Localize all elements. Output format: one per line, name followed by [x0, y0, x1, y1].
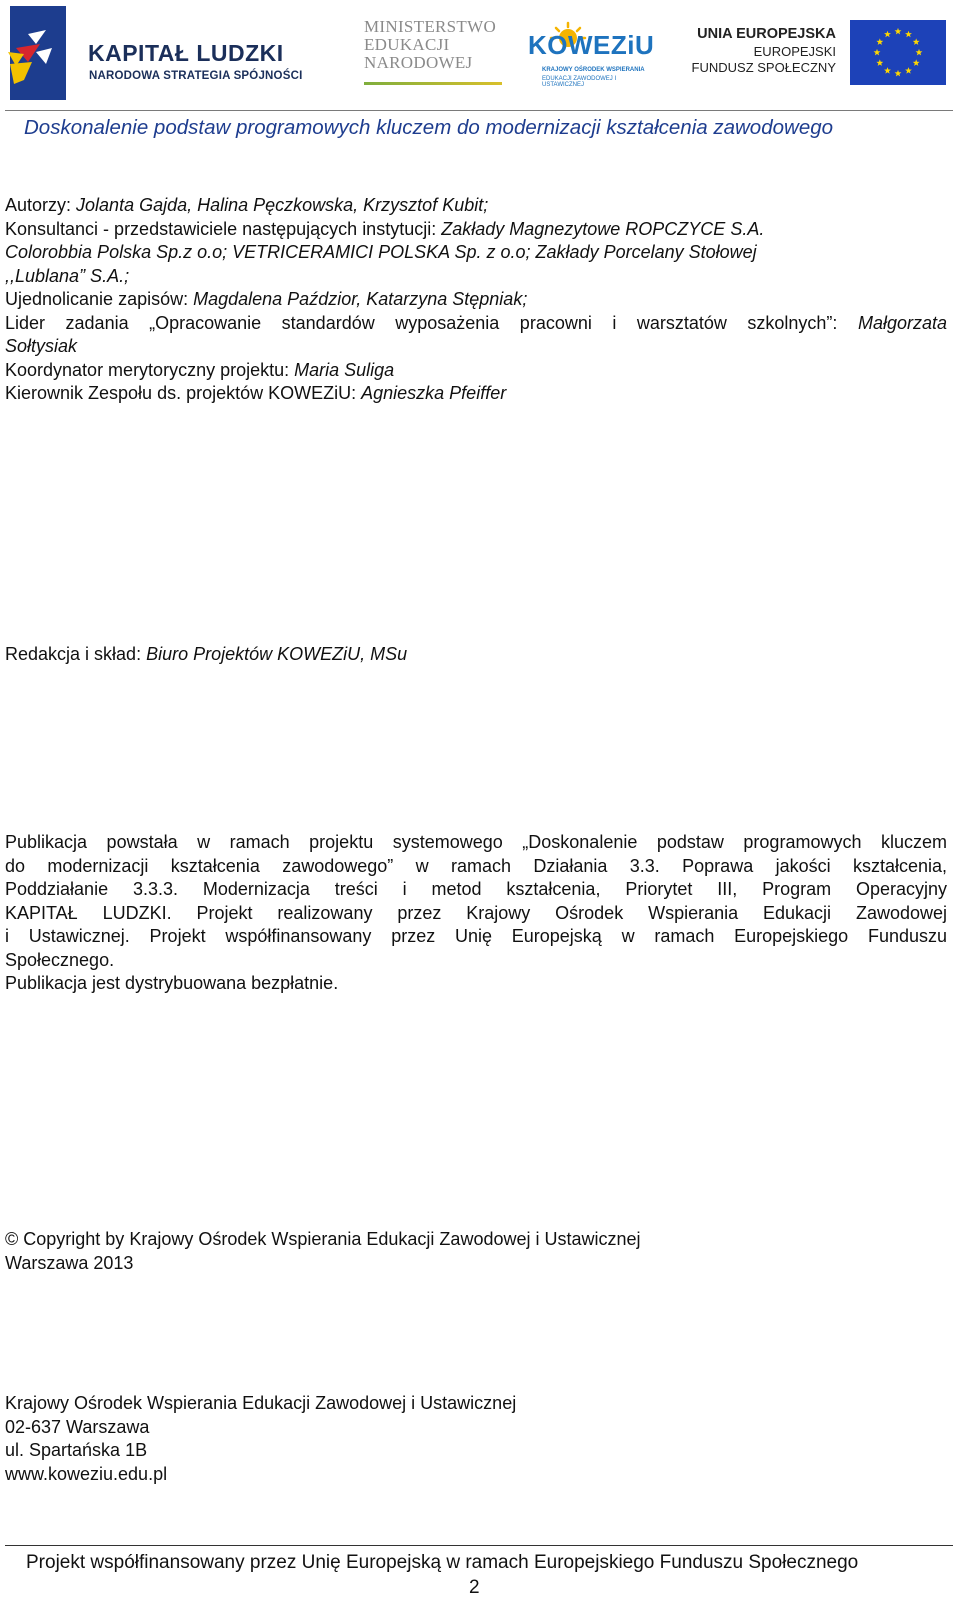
- copyright-line: © Copyright by Krajowy Ośrodek Wspierania Edukacji Zawodowej i Ustawicznej: [5, 1229, 641, 1249]
- consultants-value-3: ,,Lublana” S.A.;: [5, 265, 130, 286]
- eu-star-icon: [874, 49, 881, 56]
- eu-star-icon: [905, 67, 912, 74]
- logo-bar: [0, 0, 960, 112]
- ministerstwo-line2: EDUKACJI: [364, 35, 450, 54]
- editing-value: Biuro Projektów KOWEZiU, MSu: [146, 644, 408, 664]
- consultants-label: Konsultanci - przedstawiciele następujących instytucji:: [5, 218, 442, 239]
- ministerstwo-rule: [364, 82, 502, 85]
- koweziu-subtitle2: EDUKACJI ZAWODOWEJ I USTAWICZNEJ: [542, 76, 617, 88]
- consultants-value-1: Zakłady Magnezytowe ROPCZYCE S.A.: [441, 218, 765, 239]
- eu-star-icon: [916, 49, 923, 56]
- kapital-ludzki-title: KAPITAŁ LUDZKI: [88, 40, 284, 66]
- eu-star-icon: [895, 28, 902, 35]
- eu-line1: UNIA EUROPEJSKA: [697, 26, 836, 42]
- header-divider: [5, 110, 953, 111]
- leader-line: [5, 312, 947, 336]
- koweziu-logo: [528, 18, 658, 88]
- address-street: ul. Spartańska 1B: [5, 1440, 148, 1460]
- coordinator-label: Koordynator merytoryczny projektu:: [5, 359, 295, 380]
- eu-star-icon: [913, 38, 920, 45]
- address-institution: Krajowy Ośrodek Wspierania Edukacji Zawodowej i Ustawicznej: [5, 1393, 517, 1413]
- unification-label: Ujednolicanie zapisów:: [5, 289, 194, 309]
- manager-value: Agnieszka Pfeiffer: [361, 383, 507, 403]
- address-postal: 02-637 Warszawa: [5, 1416, 150, 1437]
- eu-flag-icon: [850, 20, 946, 85]
- eu-logo: [691, 18, 953, 88]
- eu-star-icon: [913, 59, 920, 66]
- eu-star-icon: [884, 67, 891, 74]
- consultants-line: [5, 218, 764, 242]
- coordinator-value: Maria Suliga: [294, 359, 395, 380]
- coordinator-line: [5, 359, 394, 383]
- ministerstwo-logo: [364, 18, 504, 88]
- address-website[interactable]: www.koweziu.edu.pl: [5, 1463, 168, 1484]
- eu-line2: EUROPEJSKI: [753, 44, 836, 59]
- publication-line-4: KAPITAŁ LUDZKI. Projekt realizowany przez Krajowy Ośrodek Wspierania Edukacji Zawodowej: [5, 902, 947, 923]
- manager-label: Kierownik Zespołu ds. projektów KOWEZiU:: [5, 383, 362, 403]
- publication-line-3: Poddziałanie 3.3.3. Modernizacja treści i metod kształcenia, Priorytet III, Program Operacyjny: [5, 879, 947, 899]
- publication-line-6: Społecznego.: [5, 949, 115, 970]
- unification-line: [5, 288, 527, 312]
- eu-star-icon: [905, 31, 912, 38]
- eu-star-icon: [876, 38, 883, 45]
- page-number: 2: [469, 1577, 480, 1598]
- ministerstwo-line3: NARODOWEJ: [364, 53, 473, 72]
- eu-star-icon: [884, 31, 891, 38]
- kapital-ludzki-subtitle: NARODOWA STRATEGIA SPÓJNOŚCI: [89, 70, 303, 82]
- editing-line: [5, 643, 407, 667]
- footer-divider: [5, 1545, 953, 1546]
- koweziu-subtitle1: KRAJOWY OŚRODEK WSPIERANIA: [542, 67, 645, 73]
- publication-free-note: Publikacja jest dystrybuowana bezpłatnie.: [5, 973, 339, 993]
- unification-value: Magdalena Paździor, Katarzyna Stępniak;: [193, 289, 528, 309]
- authors-value: Jolanta Gajda, Halina Pęczkowska, Krzysztof Kubit;: [76, 195, 489, 215]
- header-title: Doskonalenie podstaw programowych kluczem do modernizacji kształcenia zawodowego: [24, 116, 834, 139]
- consultants-value-2: Colorobbia Polska Sp.z o.o; VETRICERAMICI POLSKA Sp. z o.o; Zakłady Porcelany Stołowej: [5, 242, 757, 262]
- footer-text: Projekt współfinansowany przez Unię Europejską w ramach Europejskiego Funduszu Społecznego: [26, 1552, 859, 1573]
- eu-star-icon: [895, 70, 902, 77]
- ministerstwo-line1: MINISTERSTWO: [364, 17, 497, 36]
- kapital-ludzki-logo: [6, 4, 306, 104]
- publication-line-5: i Ustawicznej. Projekt współfinansowany przez Unię Europejską w ramach Europejskiego Funduszu: [5, 926, 947, 946]
- publication-line-1: Publikacja powstała w ramach projektu systemowego „Doskonalenie podstaw programowych kluczem: [5, 832, 947, 852]
- eu-star-icon: [876, 59, 883, 66]
- leader-value-1: Małgorzata: [857, 312, 947, 333]
- kapital-ludzki-star-icon: [6, 4, 70, 102]
- authors-line: [5, 194, 488, 218]
- publication-line-2: do modernizacji kształcenia zawodowego” w ramach Działania 3.3. Poprawa jakości kształcenia,: [5, 855, 947, 876]
- leader-label: Lider zadania „Opracowanie standardów wyposażenia pracowni i warsztatów szkolnych”:: [5, 312, 858, 333]
- authors-label: Autorzy:: [5, 195, 77, 215]
- manager-line: [5, 382, 506, 406]
- editing-label: Redakcja i skład:: [5, 644, 147, 664]
- eu-stars: [850, 20, 946, 85]
- koweziu-name: KOWEZiU: [528, 30, 655, 60]
- leader-value-2: Sołtysiak: [5, 336, 78, 356]
- copyright-place-year: Warszawa 2013: [5, 1252, 134, 1273]
- eu-line3: FUNDUSZ SPOŁECZNY: [691, 60, 836, 75]
